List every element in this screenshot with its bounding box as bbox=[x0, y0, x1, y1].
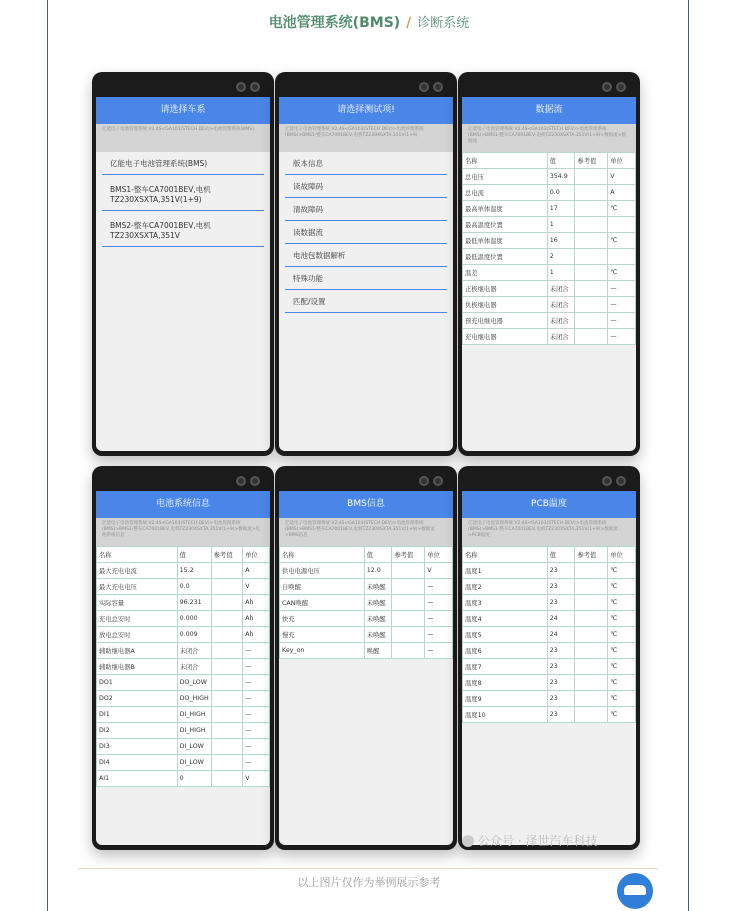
table-cell: 24 bbox=[547, 627, 575, 643]
table-cell bbox=[575, 281, 608, 297]
column-header: 值 bbox=[547, 153, 575, 169]
table-row[interactable] bbox=[463, 579, 636, 595]
camera-cluster bbox=[419, 82, 443, 92]
table-cell: — bbox=[608, 297, 636, 313]
table-cell: ℃ bbox=[608, 265, 636, 281]
menu-item[interactable]: BMS2-整车CA7001BEV,电机TZ230XSXTA,351V bbox=[102, 211, 264, 247]
table-cell: 辅助继电器A bbox=[97, 643, 178, 659]
table-cell bbox=[575, 675, 608, 691]
table-cell: 辅助继电器B bbox=[97, 659, 178, 675]
table-cell: V bbox=[243, 579, 270, 595]
table-cell: — bbox=[608, 313, 636, 329]
table-row[interactable] bbox=[463, 201, 636, 217]
table-cell: DI_HIGH bbox=[177, 707, 211, 723]
phone-screen bbox=[462, 491, 636, 845]
column-header: 名称 bbox=[97, 547, 178, 563]
table-cell: 24 bbox=[547, 611, 575, 627]
table-cell: V bbox=[608, 169, 636, 185]
data-table bbox=[96, 546, 270, 787]
table-row[interactable] bbox=[463, 691, 636, 707]
table-cell: 总电流 bbox=[463, 185, 548, 201]
wechat-icon bbox=[462, 835, 474, 847]
screen-title: 请选择测试项! bbox=[279, 97, 453, 124]
table-cell: 预充电继电器 bbox=[463, 313, 548, 329]
page-subtitle: 诊断系统 bbox=[417, 16, 470, 31]
table-cell: 23 bbox=[547, 659, 575, 675]
table-cell: ℃ bbox=[608, 563, 636, 579]
table-row[interactable] bbox=[463, 313, 636, 329]
table-cell: DI_HIGH bbox=[177, 723, 211, 739]
table-cell: 充电总安时 bbox=[97, 611, 178, 627]
table-cell: 最高单体温度 bbox=[463, 201, 548, 217]
table-cell: 未唤醒 bbox=[364, 579, 392, 595]
menu-item[interactable]: 特殊功能 bbox=[285, 267, 447, 290]
table-cell: 未闭合 bbox=[547, 313, 575, 329]
divider bbox=[78, 868, 658, 869]
table-cell bbox=[575, 691, 608, 707]
camera-cluster bbox=[419, 476, 443, 486]
menu-item[interactable]: 读故障码 bbox=[285, 175, 447, 198]
table-cell: ℃ bbox=[608, 611, 636, 627]
table-row[interactable] bbox=[97, 643, 270, 659]
table-row[interactable] bbox=[463, 217, 636, 233]
camera-cluster bbox=[236, 476, 260, 486]
table-cell: 354.9 bbox=[547, 169, 575, 185]
watermark-text: 公众号 · 泽世汽车科技 bbox=[478, 834, 598, 848]
table-row[interactable] bbox=[463, 659, 636, 675]
column-header: 参考值 bbox=[211, 547, 242, 563]
table-cell: 未闭合 bbox=[177, 659, 211, 675]
table-cell: 自唤醒 bbox=[280, 579, 365, 595]
table-row[interactable] bbox=[97, 771, 270, 787]
table-cell: AI1 bbox=[97, 771, 178, 787]
table-cell: DI4 bbox=[97, 755, 178, 771]
table-cell: 最大充电电压 bbox=[97, 579, 178, 595]
camera-cluster bbox=[602, 82, 626, 92]
table-cell bbox=[575, 579, 608, 595]
table-cell: A bbox=[243, 563, 270, 579]
table-row[interactable] bbox=[97, 723, 270, 739]
table-cell bbox=[575, 265, 608, 281]
car-icon[interactable] bbox=[617, 873, 653, 909]
breadcrumb: 亿能电子电池管理系统 V2.4S<GA103(STECH DEV)>电池管理系统(BMS)>BMS1-整车CA7001BEV,电机TZ230XSXTA,351V(1+9)>数据流>数据流 bbox=[462, 124, 636, 152]
frame-border-left bbox=[47, 0, 48, 911]
table-row[interactable] bbox=[463, 675, 636, 691]
table-cell: 供电电源电压 bbox=[280, 563, 365, 579]
column-header: 名称 bbox=[463, 153, 548, 169]
table-cell: — bbox=[243, 707, 270, 723]
table-cell bbox=[575, 707, 608, 723]
table-cell: DI_LOW bbox=[177, 739, 211, 755]
table-cell bbox=[211, 723, 242, 739]
table-cell: DI3 bbox=[97, 739, 178, 755]
camera-cluster bbox=[236, 82, 260, 92]
table-cell: 温度1 bbox=[463, 563, 548, 579]
table-cell bbox=[575, 169, 608, 185]
menu-item[interactable]: 电池包数据解析 bbox=[285, 244, 447, 267]
table-cell: — bbox=[243, 643, 270, 659]
phone-vehicle-select bbox=[92, 72, 274, 456]
table-cell: 温度4 bbox=[463, 611, 548, 627]
table-cell: A bbox=[608, 185, 636, 201]
table-cell bbox=[392, 595, 425, 611]
frame-border-right bbox=[688, 0, 689, 911]
table-header-row bbox=[463, 153, 636, 169]
watermark bbox=[462, 832, 597, 849]
table-cell bbox=[392, 563, 425, 579]
table-cell: CAN唤醒 bbox=[280, 595, 365, 611]
table-cell bbox=[575, 217, 608, 233]
table-cell: — bbox=[243, 755, 270, 771]
table-cell: 0.0 bbox=[547, 185, 575, 201]
table-cell: ℃ bbox=[608, 707, 636, 723]
table-cell: 23 bbox=[547, 595, 575, 611]
table-row[interactable] bbox=[463, 249, 636, 265]
table-cell bbox=[575, 249, 608, 265]
column-header: 参考值 bbox=[392, 547, 425, 563]
table-row[interactable] bbox=[280, 563, 453, 579]
table-row[interactable] bbox=[280, 579, 453, 595]
table-cell bbox=[211, 707, 242, 723]
table-cell: 温差 bbox=[463, 265, 548, 281]
phone-screen bbox=[279, 491, 453, 845]
table-row[interactable] bbox=[463, 595, 636, 611]
table-cell bbox=[575, 313, 608, 329]
table-cell: DI2 bbox=[97, 723, 178, 739]
table-cell: 0.009 bbox=[177, 627, 211, 643]
table-row[interactable] bbox=[97, 707, 270, 723]
table-cell: 温度5 bbox=[463, 627, 548, 643]
column-header: 值 bbox=[177, 547, 211, 563]
table-cell: V bbox=[425, 563, 453, 579]
table-cell: 最高温度位置 bbox=[463, 217, 548, 233]
table-cell bbox=[575, 611, 608, 627]
column-header: 名称 bbox=[280, 547, 365, 563]
table-cell: 23 bbox=[547, 643, 575, 659]
table-cell bbox=[211, 611, 242, 627]
table-cell: 23 bbox=[547, 707, 575, 723]
table-cell bbox=[392, 627, 425, 643]
table-cell: 未闭合 bbox=[177, 643, 211, 659]
table-cell: 1 bbox=[547, 217, 575, 233]
table-cell: 温度6 bbox=[463, 643, 548, 659]
table-row[interactable] bbox=[463, 265, 636, 281]
table-cell bbox=[211, 691, 242, 707]
table-cell bbox=[392, 611, 425, 627]
menu-item[interactable]: 匹配/设置 bbox=[285, 290, 447, 313]
table-row[interactable] bbox=[280, 611, 453, 627]
screen-title: 请选择车系 bbox=[96, 97, 270, 124]
table-header-row bbox=[280, 547, 453, 563]
menu-item[interactable]: 版本信息 bbox=[285, 152, 447, 175]
table-row[interactable] bbox=[97, 739, 270, 755]
table-cell: ℃ bbox=[608, 643, 636, 659]
table-cell: 0 bbox=[177, 771, 211, 787]
table-header-row bbox=[97, 547, 270, 563]
table-row[interactable] bbox=[97, 627, 270, 643]
column-header: 单位 bbox=[425, 547, 453, 563]
table-cell: — bbox=[243, 723, 270, 739]
table-cell bbox=[211, 579, 242, 595]
table-cell: 未闭合 bbox=[547, 329, 575, 345]
table-cell bbox=[211, 755, 242, 771]
column-header: 值 bbox=[547, 547, 575, 563]
screen-title: BMS信息 bbox=[279, 491, 453, 518]
table-cell: ℃ bbox=[608, 595, 636, 611]
table-row[interactable] bbox=[280, 643, 453, 659]
table-cell bbox=[575, 563, 608, 579]
table-cell: — bbox=[608, 329, 636, 345]
page-title: 电池管理系统(BMS) bbox=[268, 15, 401, 31]
table-cell: — bbox=[243, 659, 270, 675]
data-table bbox=[462, 546, 636, 723]
table-cell: ℃ bbox=[608, 627, 636, 643]
menu-item[interactable]: 清故障码 bbox=[285, 198, 447, 221]
table-cell: 正极继电器 bbox=[463, 281, 548, 297]
column-header: 单位 bbox=[608, 547, 636, 563]
menu-item[interactable]: 读数据流 bbox=[285, 221, 447, 244]
table-cell: ℃ bbox=[608, 579, 636, 595]
table-cell: — bbox=[608, 281, 636, 297]
phone-bms-info bbox=[275, 466, 457, 850]
table-cell: Ah bbox=[243, 627, 270, 643]
table-row[interactable] bbox=[463, 169, 636, 185]
table-cell: 未唤醒 bbox=[364, 595, 392, 611]
column-header: 单位 bbox=[243, 547, 270, 563]
table-cell bbox=[211, 595, 242, 611]
table-cell: — bbox=[425, 627, 453, 643]
table-cell: 未闭合 bbox=[547, 281, 575, 297]
column-header: 单位 bbox=[608, 153, 636, 169]
table-cell bbox=[575, 185, 608, 201]
table-cell: Ah bbox=[243, 611, 270, 627]
table-cell: 23 bbox=[547, 579, 575, 595]
table-cell bbox=[575, 643, 608, 659]
table-cell: 慢充 bbox=[280, 627, 365, 643]
table-row[interactable] bbox=[280, 627, 453, 643]
table-cell bbox=[575, 329, 608, 345]
column-header: 参考值 bbox=[575, 547, 608, 563]
table-cell: — bbox=[243, 691, 270, 707]
page-header bbox=[0, 12, 738, 32]
table-row[interactable] bbox=[463, 281, 636, 297]
table-cell bbox=[392, 643, 425, 659]
table-cell: 温度2 bbox=[463, 579, 548, 595]
table-cell: — bbox=[243, 739, 270, 755]
table-cell: — bbox=[425, 595, 453, 611]
table-row[interactable] bbox=[97, 675, 270, 691]
table-cell: 温度10 bbox=[463, 707, 548, 723]
table-cell: 23 bbox=[547, 563, 575, 579]
table-cell: 充电继电器 bbox=[463, 329, 548, 345]
table-cell bbox=[575, 627, 608, 643]
table-cell bbox=[211, 563, 242, 579]
table-cell: ℃ bbox=[608, 201, 636, 217]
breadcrumb: 亿能电子电池管理系统 V2.4S<GA103(STECH DEV)>电池管理系统(BMS)>BMS1-整车CA7001BEV,电机TZ230XSXTA,351V(1+9) bbox=[279, 124, 453, 152]
table-cell bbox=[575, 233, 608, 249]
table-cell bbox=[608, 217, 636, 233]
table-row[interactable] bbox=[97, 563, 270, 579]
breadcrumb: 亿能电子电池管理系统 V2.4S<GA103(STECH DEV)>电池管理系统(BMS)>BMS1-整车CA7001BEV,电机TZ230XSXTA,351V(1+9)>数据流>电池系统信息 bbox=[96, 518, 270, 546]
table-cell: 温度9 bbox=[463, 691, 548, 707]
breadcrumb: 亿能电子电池管理系统 V2.4S<GA103(STECH DEV)>电池管理系统(BMS) bbox=[96, 124, 270, 152]
table-cell: 总电压 bbox=[463, 169, 548, 185]
table-cell: 23 bbox=[547, 675, 575, 691]
phone-screen bbox=[279, 97, 453, 451]
breadcrumb: 亿能电子电池管理系统 V2.4S<GA103(STECH DEV)>电池管理系统(BMS)>BMS1-整车CA7001BEV,电机TZ230XSXTA,351V(1+9)>数据流>PCB温度 bbox=[462, 518, 636, 546]
column-header: 参考值 bbox=[575, 153, 608, 169]
table-cell: 1 bbox=[547, 265, 575, 281]
data-table bbox=[279, 546, 453, 659]
menu-item[interactable]: BMS1-整车CA7001BEV,电机TZ230XSXTA,351V(1+9) bbox=[102, 175, 264, 211]
table-row[interactable] bbox=[463, 329, 636, 345]
table-cell: 唤醒 bbox=[364, 643, 392, 659]
table-cell: 0.000 bbox=[177, 611, 211, 627]
phone-pcb-temperature bbox=[458, 466, 640, 850]
table-cell: 96.231 bbox=[177, 595, 211, 611]
table-cell: V bbox=[243, 771, 270, 787]
table-cell: DI_LOW bbox=[177, 755, 211, 771]
table-cell: 0.0 bbox=[177, 579, 211, 595]
table-cell bbox=[211, 659, 242, 675]
table-cell: 温度3 bbox=[463, 595, 548, 611]
table-cell bbox=[392, 579, 425, 595]
table-cell: DO2 bbox=[97, 691, 178, 707]
table-row[interactable] bbox=[280, 595, 453, 611]
column-header: 名称 bbox=[463, 547, 548, 563]
table-cell: — bbox=[425, 643, 453, 659]
table-row[interactable] bbox=[97, 611, 270, 627]
table-cell: 温度8 bbox=[463, 675, 548, 691]
table-row[interactable] bbox=[97, 659, 270, 675]
table-cell: 最低单体温度 bbox=[463, 233, 548, 249]
table-cell bbox=[575, 659, 608, 675]
table-header-row bbox=[463, 547, 636, 563]
table-cell: 16 bbox=[547, 233, 575, 249]
table-cell: ℃ bbox=[608, 691, 636, 707]
table-cell bbox=[608, 249, 636, 265]
table-cell: 23 bbox=[547, 691, 575, 707]
table-cell: 最低温度位置 bbox=[463, 249, 548, 265]
table-cell: — bbox=[425, 579, 453, 595]
table-cell: 未唤醒 bbox=[364, 627, 392, 643]
table-row[interactable] bbox=[463, 563, 636, 579]
table-cell bbox=[575, 297, 608, 313]
breadcrumb: 亿能电子电池管理系统 V2.4S<GA103(STECH DEV)>电池管理系统(BMS)>BMS1-整车CA7001BEV,电机TZ230XSXTA,351V(1+9)>数据流>BMS信息 bbox=[279, 518, 453, 546]
table-cell: Key_on bbox=[280, 643, 365, 659]
table-cell: DI1 bbox=[97, 707, 178, 723]
table-cell: DO1 bbox=[97, 675, 178, 691]
phone-screen bbox=[462, 97, 636, 451]
footer-caption: 以上图片仅作为举例展示参考 bbox=[297, 876, 441, 889]
table-row[interactable] bbox=[463, 707, 636, 723]
table-cell bbox=[575, 595, 608, 611]
menu-item[interactable]: 亿能电子电池管理系统(BMS) bbox=[102, 152, 264, 175]
data-table bbox=[462, 152, 636, 345]
camera-cluster bbox=[602, 476, 626, 486]
phone-battery-info bbox=[92, 466, 274, 850]
table-cell: 未唤醒 bbox=[364, 611, 392, 627]
table-cell: 实际容量 bbox=[97, 595, 178, 611]
table-cell: 12.0 bbox=[364, 563, 392, 579]
table-cell: ℃ bbox=[608, 659, 636, 675]
table-row[interactable] bbox=[97, 595, 270, 611]
table-cell bbox=[575, 201, 608, 217]
table-cell: 未闭合 bbox=[547, 297, 575, 313]
table-row[interactable] bbox=[463, 627, 636, 643]
table-row[interactable] bbox=[463, 611, 636, 627]
table-cell: 温度7 bbox=[463, 659, 548, 675]
table-cell: 放电总安时 bbox=[97, 627, 178, 643]
table-cell bbox=[211, 675, 242, 691]
table-cell bbox=[211, 627, 242, 643]
table-row[interactable] bbox=[463, 185, 636, 201]
phone-screen bbox=[96, 491, 270, 845]
table-cell: 2 bbox=[547, 249, 575, 265]
screen-title: PCB温度 bbox=[462, 491, 636, 518]
table-cell: DO_LOW bbox=[177, 675, 211, 691]
table-cell: 17 bbox=[547, 201, 575, 217]
screen-title: 电池系统信息 bbox=[96, 491, 270, 518]
phone-data-stream bbox=[458, 72, 640, 456]
table-cell: 负极继电器 bbox=[463, 297, 548, 313]
table-row[interactable] bbox=[463, 233, 636, 249]
table-cell: — bbox=[425, 611, 453, 627]
table-row[interactable] bbox=[97, 691, 270, 707]
table-cell: 15.2 bbox=[177, 563, 211, 579]
table-cell: Ah bbox=[243, 595, 270, 611]
table-row[interactable] bbox=[463, 643, 636, 659]
table-cell bbox=[211, 643, 242, 659]
table-row[interactable] bbox=[97, 579, 270, 595]
table-cell: 最大充电电流 bbox=[97, 563, 178, 579]
table-cell: 快充 bbox=[280, 611, 365, 627]
table-cell: ℃ bbox=[608, 233, 636, 249]
table-cell bbox=[211, 771, 242, 787]
phone-screen bbox=[96, 97, 270, 451]
table-cell: DO_HIGH bbox=[177, 691, 211, 707]
column-header: 值 bbox=[364, 547, 392, 563]
phone-test-select bbox=[275, 72, 457, 456]
table-row[interactable] bbox=[97, 755, 270, 771]
title-separator: / bbox=[406, 15, 412, 31]
table-cell bbox=[211, 739, 242, 755]
table-cell: — bbox=[243, 675, 270, 691]
table-cell: ℃ bbox=[608, 675, 636, 691]
screen-title: 数据流 bbox=[462, 97, 636, 124]
table-row[interactable] bbox=[463, 297, 636, 313]
